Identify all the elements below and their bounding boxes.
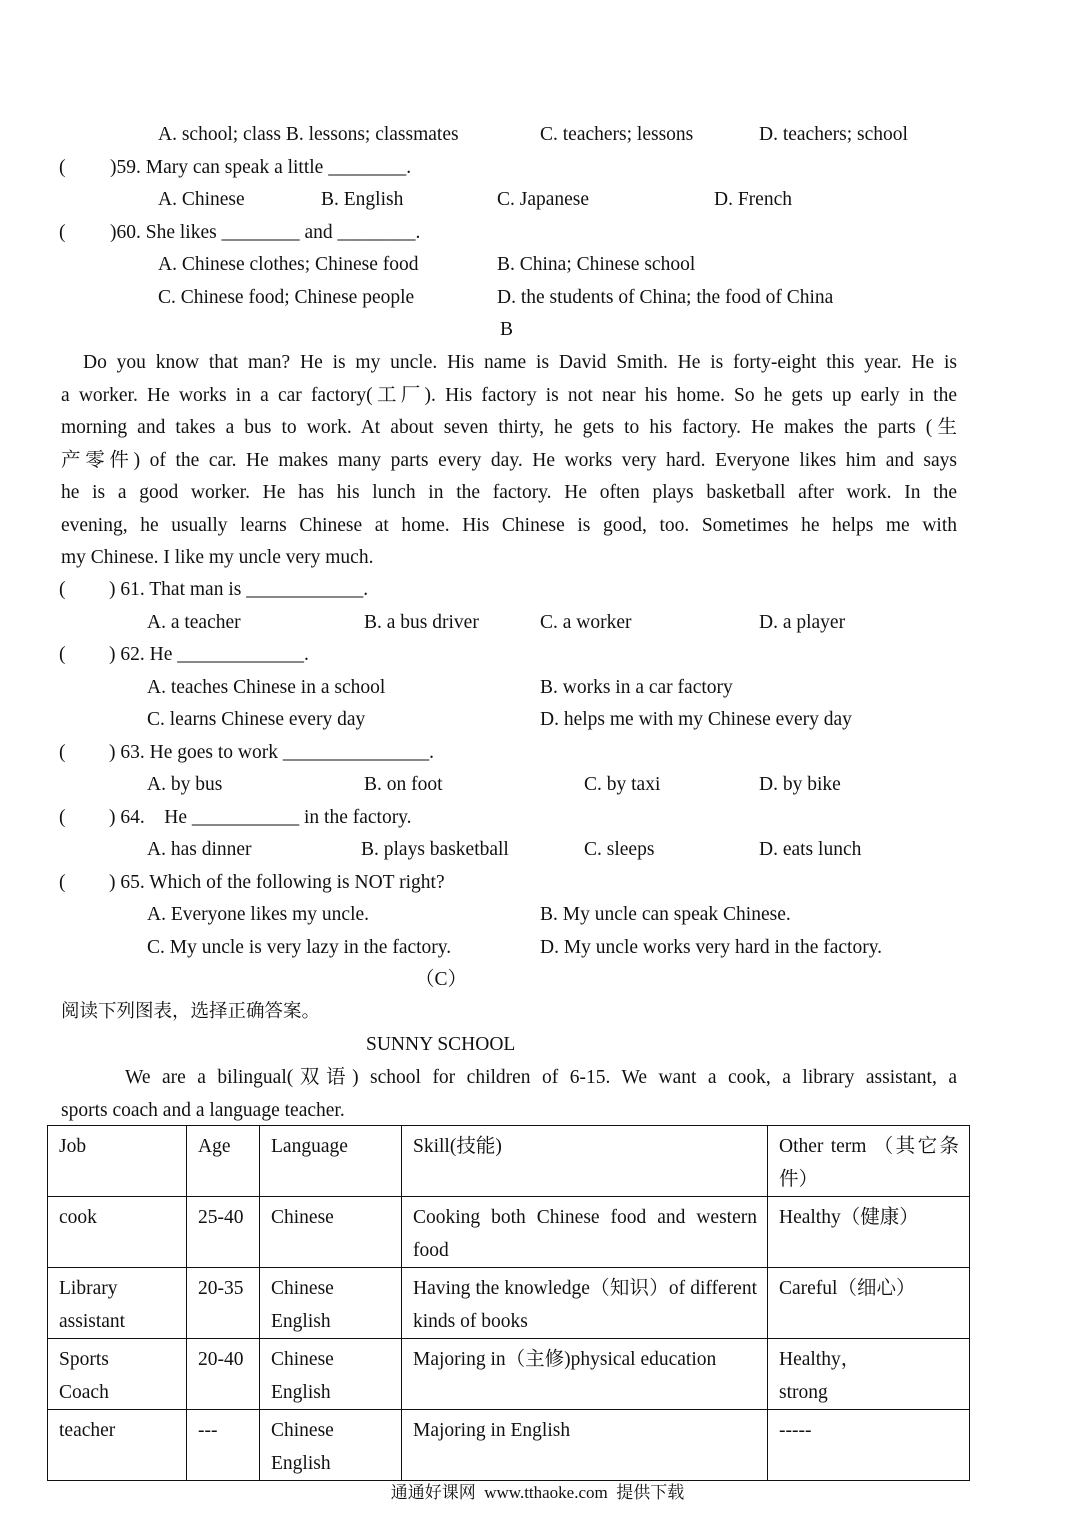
q60-option-a: A. Chinese clothes; Chinese food	[158, 254, 419, 275]
cell-job: Sports Coach	[48, 1339, 187, 1410]
cell-age: 20-35	[187, 1268, 260, 1339]
cell-other-term: Careful（细心）	[768, 1268, 970, 1339]
q59-answer-paren: (	[59, 157, 66, 178]
q59-option-b: B. English	[321, 189, 404, 210]
header-age: Age	[187, 1126, 260, 1197]
header-other-term: Other term （其它条件）	[768, 1126, 970, 1197]
passage-line: my Chinese. I like my uncle very much.	[61, 547, 374, 568]
q61-answer-paren: (	[59, 579, 66, 600]
cell-other-term: Healthy（健康）	[768, 1197, 970, 1268]
intro-line: We are a bilingual(双语) school for children of 6-15. We want a cook, a library assistant, a	[125, 1067, 957, 1088]
q65-option-a: A. Everyone likes my uncle.	[147, 904, 370, 925]
q65-stem: ) 65. Which of the following is NOT right?	[109, 872, 445, 893]
cell-language: Chinese English	[260, 1268, 402, 1339]
page-footer: 通通好课网 www.tthaoke.com 提供下载	[390, 1483, 685, 1502]
q59-option-a: A. Chinese	[158, 189, 245, 210]
cell-other-term: -----	[768, 1410, 970, 1481]
cell-job: teacher	[48, 1410, 187, 1481]
q64-option-b: B. plays basketball	[361, 839, 509, 860]
q63-option-b: B. on foot	[364, 774, 443, 795]
q60-option-c: C. Chinese food; Chinese people	[158, 287, 415, 308]
section-b-heading: B	[500, 319, 514, 340]
q64-option-d: D. eats lunch	[759, 839, 862, 860]
header-language: Language	[260, 1126, 402, 1197]
passage-line: morning and takes a bus to work. At about seven thirty, he gets to his factory. He makes the parts (生	[61, 417, 957, 438]
q65-option-c: C. My uncle is very lazy in the factory.	[147, 937, 452, 958]
q63-option-d: D. by bike	[759, 774, 841, 795]
passage-line: evening, he usually learns Chinese at home. His Chinese is good, too. Sometimes he helps me with	[61, 514, 957, 536]
cell-language: Chinese English	[260, 1339, 402, 1410]
q62-option-c: C. learns Chinese every day	[147, 709, 366, 730]
cell-age: ---	[187, 1410, 260, 1481]
cell-other-term: Healthy，strong	[768, 1339, 970, 1410]
q59-option-d: D. French	[714, 189, 792, 210]
q60-stem: )60. She likes ________ and ________.	[110, 222, 421, 243]
q58-option-d: D. teachers; school	[759, 124, 908, 145]
cell-age: 20-40	[187, 1339, 260, 1410]
q64-option-c: C. sleeps	[584, 839, 655, 860]
q62-option-d: D. helps me with my Chinese every day	[540, 709, 852, 730]
passage-line: 产零件) of the car. He makes many parts every day. He works very hard. Everyone likes him and says	[61, 449, 957, 471]
q63-option-a: A. by bus	[147, 774, 223, 795]
q59-option-c: C. Japanese	[497, 189, 590, 210]
section-c-instruction: 阅读下列图表，选择正确答案。	[61, 1001, 321, 1022]
q61-option-c: C. a worker	[540, 612, 632, 633]
table-row	[48, 1268, 970, 1339]
q65-option-b: B. My uncle can speak Chinese.	[540, 904, 791, 925]
q60-option-d: D. the students of China; the food of China	[497, 287, 834, 308]
passage-line: a worker. He works in a car factory(工厂). His factory is not near his home. So he gets up early in the	[61, 384, 957, 406]
q60-answer-paren: (	[59, 222, 66, 243]
q62-option-b: B. works in a car factory	[540, 677, 733, 698]
school-title: SUNNY SCHOOL	[366, 1034, 516, 1055]
q58-option-c: C. teachers; lessons	[540, 124, 694, 145]
cell-skill: Having the knowledge（知识）of different kinds of books	[402, 1268, 768, 1339]
q61-option-d: D. a player	[759, 612, 846, 633]
q64-answer-paren: (	[59, 807, 66, 828]
cell-language: Chinese English	[260, 1410, 402, 1481]
table-row	[48, 1197, 970, 1268]
header-skill: Skill(技能)	[402, 1126, 768, 1197]
intro-line: sports coach and a language teacher.	[61, 1099, 345, 1121]
q62-option-a: A. teaches Chinese in a school	[147, 677, 386, 698]
cell-skill: Majoring in（主修)physical education	[402, 1339, 768, 1410]
passage-line: Do you know that man? He is my uncle. His name is David Smith. He is forty-eight this year. He is	[83, 352, 957, 373]
q64-stem: ) 64. He ___________ in the factory.	[109, 807, 412, 828]
cell-job: Library assistant	[48, 1268, 187, 1339]
q65-option-d: D. My uncle works very hard in the factory.	[540, 937, 883, 958]
section-c-heading: （C）	[415, 969, 468, 990]
q59-stem: )59. Mary can speak a little ________.	[110, 157, 412, 178]
table-row	[48, 1339, 970, 1410]
section-b-passage	[61, 347, 957, 575]
q62-answer-paren: (	[59, 644, 66, 665]
cell-skill: Majoring in English	[402, 1410, 768, 1481]
q63-answer-paren: (	[59, 742, 66, 763]
job-table	[47, 1125, 970, 1481]
header-job: Job	[48, 1126, 187, 1197]
cell-skill: Cooking both Chinese food and western food	[402, 1197, 768, 1268]
q58-option-a: A. school; class B. lessons; classmates	[158, 124, 459, 145]
cell-age: 25-40	[187, 1197, 260, 1268]
cell-language: Chinese	[260, 1197, 402, 1268]
passage-line: he is a good worker. He has his lunch in the factory. He often plays basketball after work. In the	[61, 482, 957, 503]
q63-option-c: C. by taxi	[584, 774, 661, 795]
school-intro	[61, 1062, 957, 1127]
q61-option-a: A. a teacher	[147, 612, 241, 633]
table-row	[48, 1410, 970, 1481]
q62-stem: ) 62. He _____________.	[109, 644, 309, 665]
q65-answer-paren: (	[59, 872, 66, 893]
q63-stem: ) 63. He goes to work _______________.	[109, 742, 434, 763]
table-header-row	[48, 1126, 970, 1197]
q64-option-a: A. has dinner	[147, 839, 252, 860]
cell-job: cook	[48, 1197, 187, 1268]
q61-option-b: B. a bus driver	[364, 612, 479, 633]
q60-option-b: B. China; Chinese school	[497, 254, 696, 275]
q61-stem: ) 61. That man is ____________.	[109, 579, 369, 600]
